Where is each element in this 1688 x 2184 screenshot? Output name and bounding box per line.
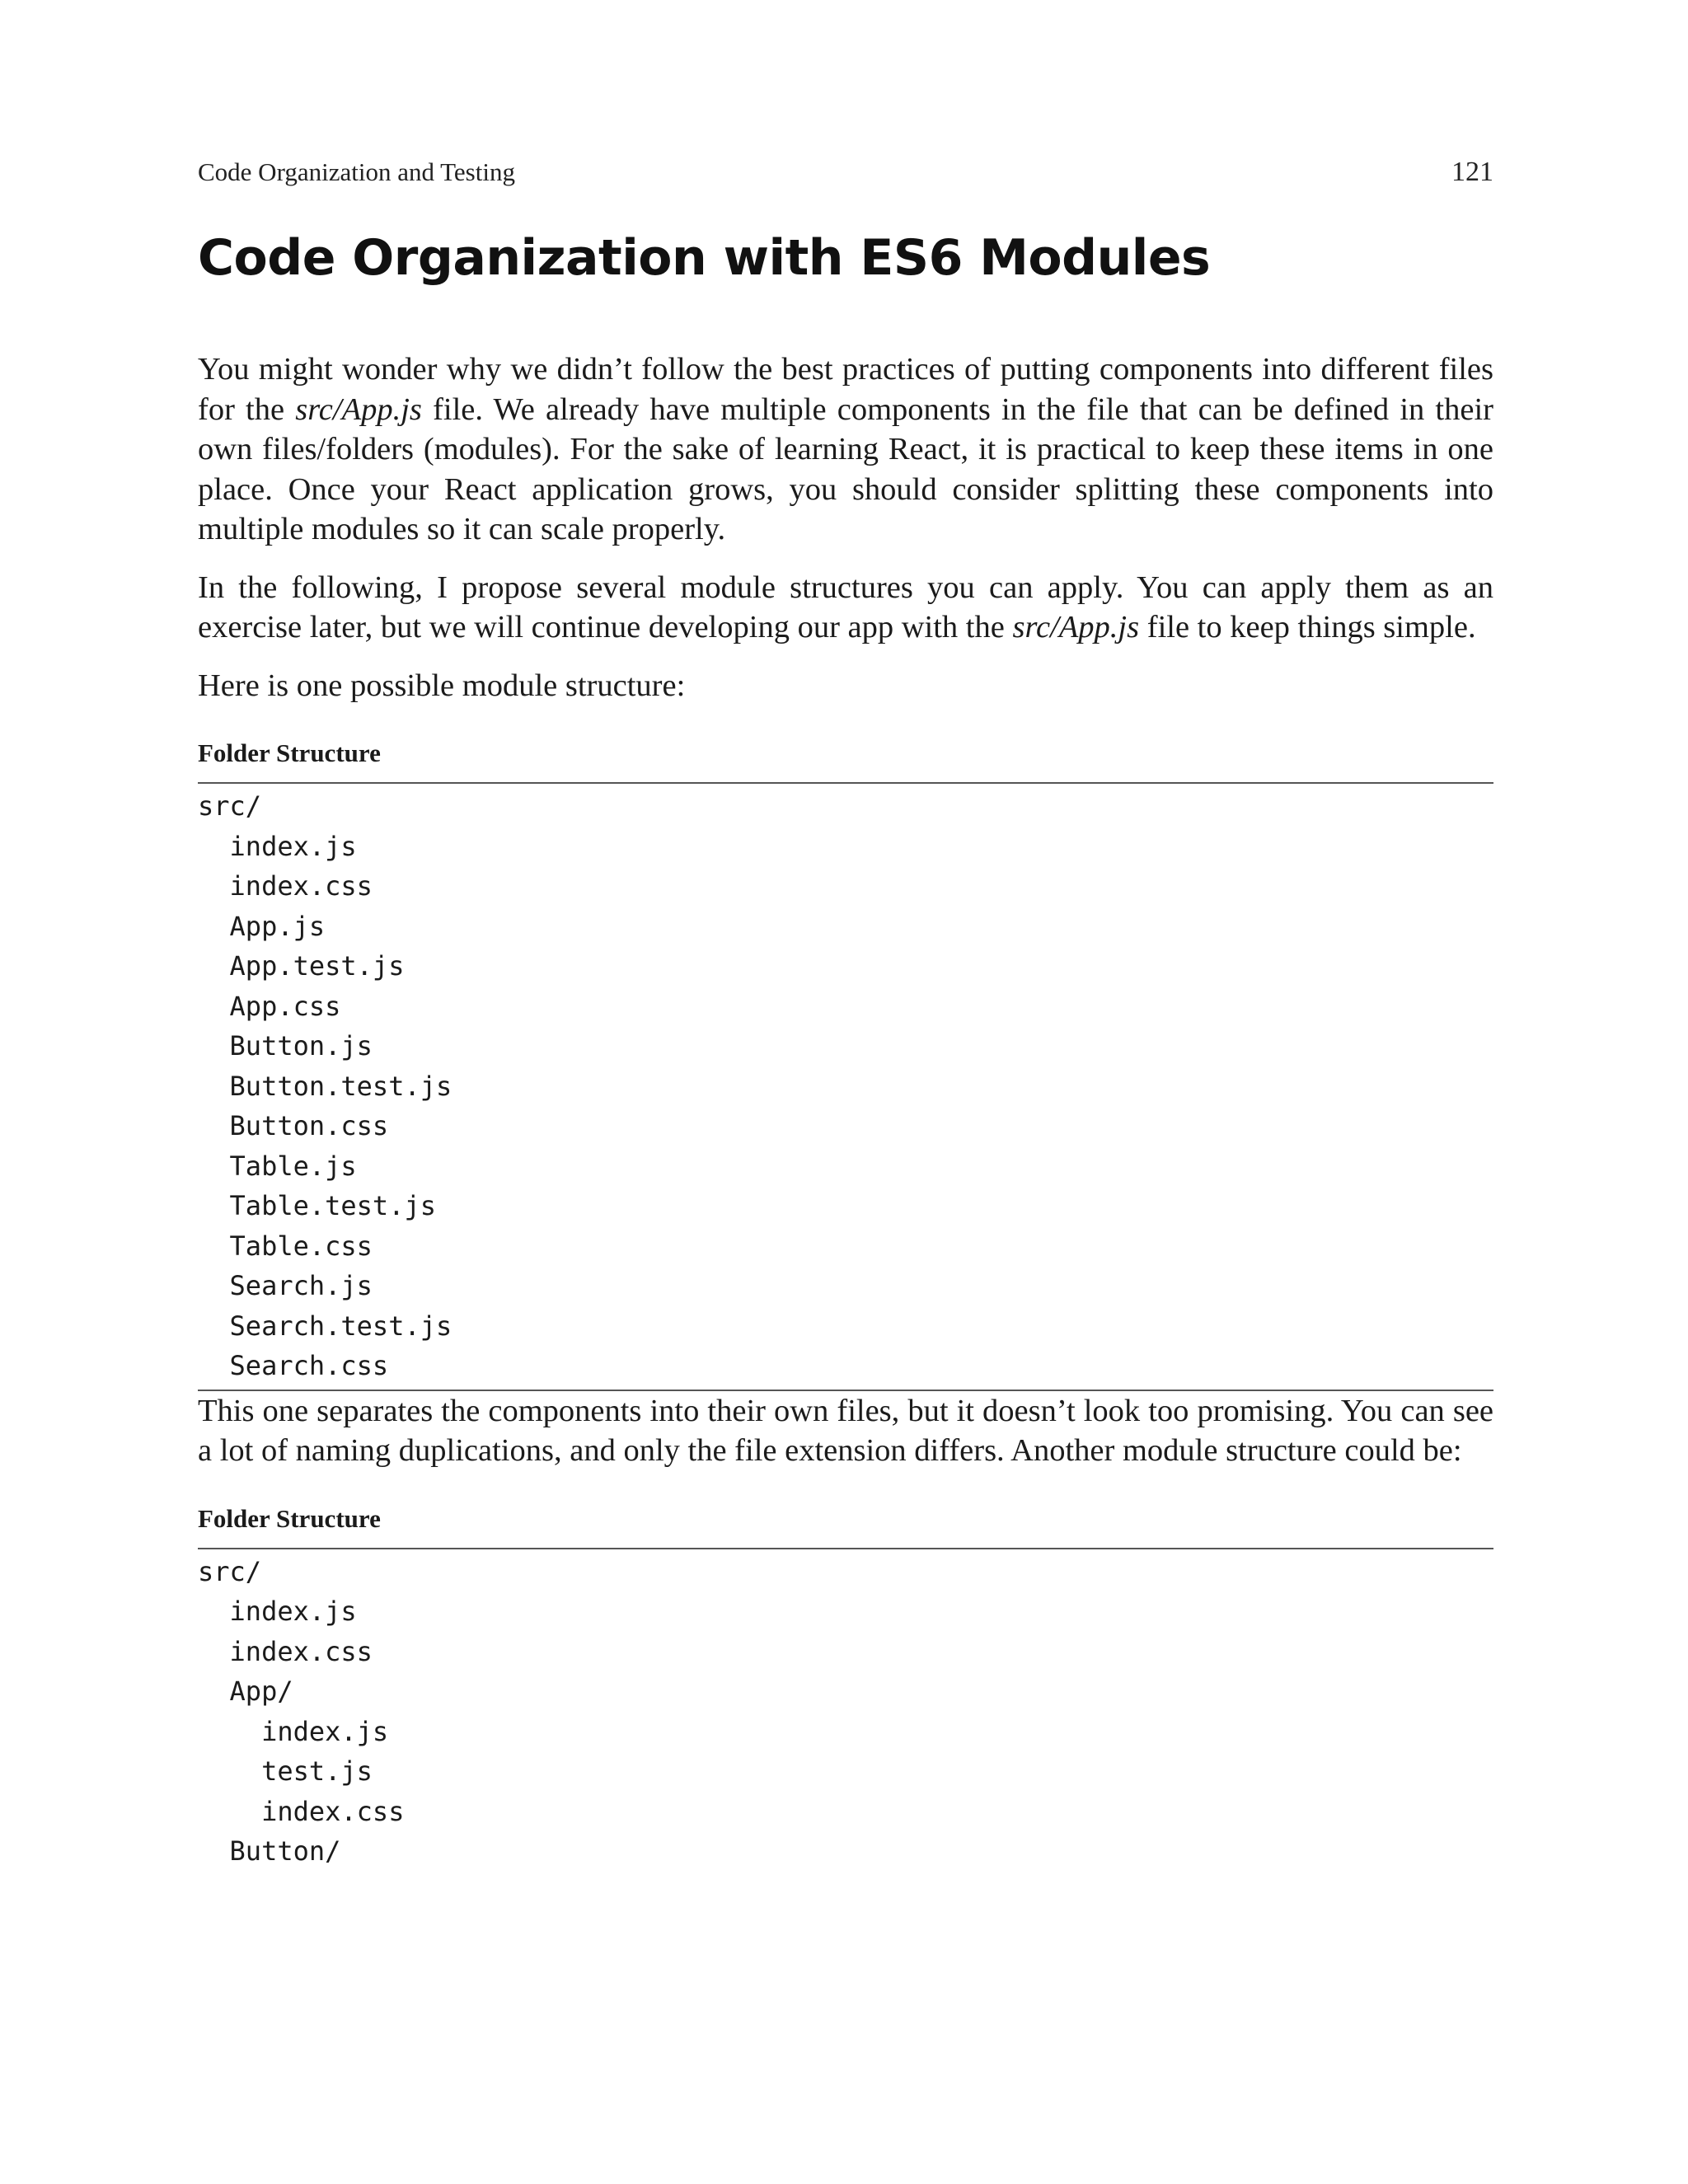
code-line: index.js [198,830,357,862]
page-number: 121 [1451,157,1493,187]
paragraph-text: file. We already have multiple components in the file that can be defined in their own files/folders (modules). For the sake of learning React, it is practical to keep these items in one place. Once your React application grows, you should consider splitting these components into multiple modules so it can scale properly. [198,391,1493,546]
code-line: Button.css [198,1110,389,1141]
code-line: index.css [198,870,373,902]
code-line: src/ [198,1555,262,1587]
code-line: App.js [198,910,326,942]
code-caption: Folder Structure [198,738,381,767]
page-content [198,349,1493,1875]
code-block-folder-structure [198,1548,1493,1875]
code-line: src/ [198,790,262,822]
code-line: App.css [198,990,341,1022]
code-line: Table.test.js [198,1190,436,1221]
code-line: Search.test.js [198,1310,452,1342]
code-line: index.js [198,1596,357,1627]
code-line: index.css [198,1795,405,1827]
code-line: App.test.js [198,950,405,982]
code-line: test.js [198,1755,373,1787]
code-line: Table.js [198,1150,357,1182]
running-header [198,157,1493,188]
paragraph-critique: This one separates the components into their own files, but it doesn’t look too promising. You can see a lot of naming duplications, and only the file extension differs. Another module structure could be: [198,1393,1493,1468]
paragraph-text: file to keep things simple. [1139,610,1476,644]
code-line: Search.css [198,1350,389,1381]
file-path-emphasis: src/App.js [1012,610,1140,644]
section-title: Code Organization with ES6 Modules [198,229,1211,287]
chapter-title: Code Organization and Testing [198,157,515,186]
paragraph-proposal [198,568,1493,648]
code-line: App/ [198,1675,293,1707]
code-line: index.js [198,1715,389,1747]
code-line: Table.css [198,1230,373,1262]
code-caption: Folder Structure [198,1503,381,1533]
paragraph-text: In the following, I propose several module structures you can apply. You can apply them as an exercise later, but we will continue developing our app with the [198,569,1493,644]
code-line: index.css [198,1635,373,1667]
paragraph-structure-intro: Here is one possible module structure: [198,668,686,703]
code-line: Search.js [198,1270,373,1301]
code-block-flat-structure [198,782,1493,1391]
code-line: Button/ [198,1835,341,1867]
paragraph-intro [198,349,1493,550]
code-line: Button.test.js [198,1070,452,1102]
paragraph-text: You might wonder why we didn’t follow the best practices of putting components into different files for the [198,352,1493,427]
file-path-emphasis: src/App.js [295,391,422,427]
code-line: Button.js [198,1030,373,1062]
